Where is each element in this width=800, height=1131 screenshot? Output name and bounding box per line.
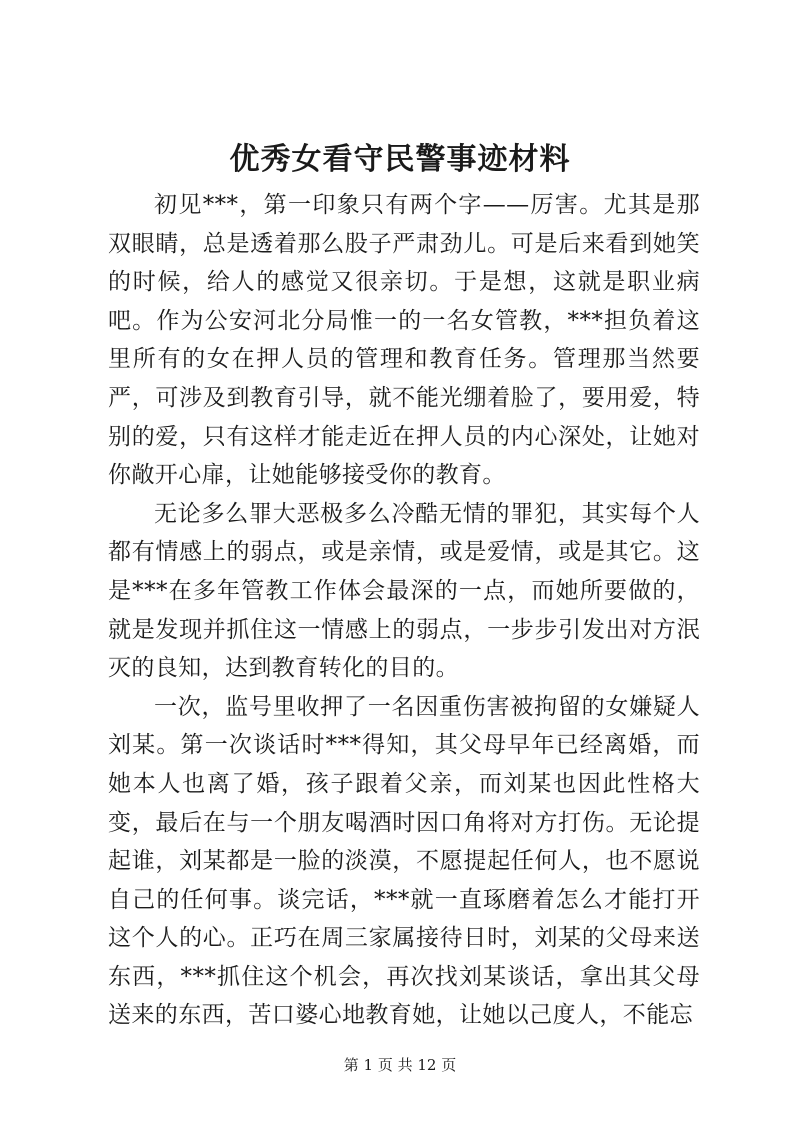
paragraph-2: 无论多么罪大恶极多么冷酷无情的罪犯，其实每个人都有情感上的弱点，或是亲情，或是爱情，或是其它。这是***在多年管教工作体会最深的一点，而她所要做的，就是发现并抓住这一情感上的弱点，一步步引发出对方泯灭的良知，达到教育转化的目的。 (108, 500, 700, 682)
document-body (108, 186, 700, 1035)
page-footer: 第 1 页 共 12 页 (343, 1056, 457, 1074)
paragraph-1: 初见***，第一印象只有两个字——厉害。尤其是那双眼睛，总是透着那么股子严肃劲儿。可是后来看到她笑的时候，给人的感觉又很亲切。于是想，这就是职业病吧。作为公安河北分局惟一的一名女管教，***担负着这里所有的女在押人员的管理和教育任务。管理那当然要严，可涉及到教育引导，就不能光绷着脸了，要用爱，特别的爱，只有这样才能走近在押人员的内心深处，让她对你敞开心扉，让她能够接受你的教育。 (108, 192, 700, 489)
paragraph-3: 一次，监号里收押了一名因重伤害被拘留的女嫌疑人刘某。第一次谈话时***得知，其父母早年已经离婚，而她本人也离了婚，孩子跟着父亲，而刘某也因此性格大变，最后在与一个朋友喝酒时因口角将对方打伤。无论提起谁，刘某都是一脸的淡漠，不愿提起任何人，也不愿说自己的任何事。谈完话，***就一直琢磨着怎么才能打开这个人的心。正巧在周三家属接待日时，刘某的父母来送东西，***抓住这个机会，再次找刘某谈话，拿出其父母送来的东西，苦口婆心地教育她，让她以己度人，不能忘 (108, 693, 700, 1029)
document-title: 优秀女看守民警事迹材料 (229, 142, 571, 177)
